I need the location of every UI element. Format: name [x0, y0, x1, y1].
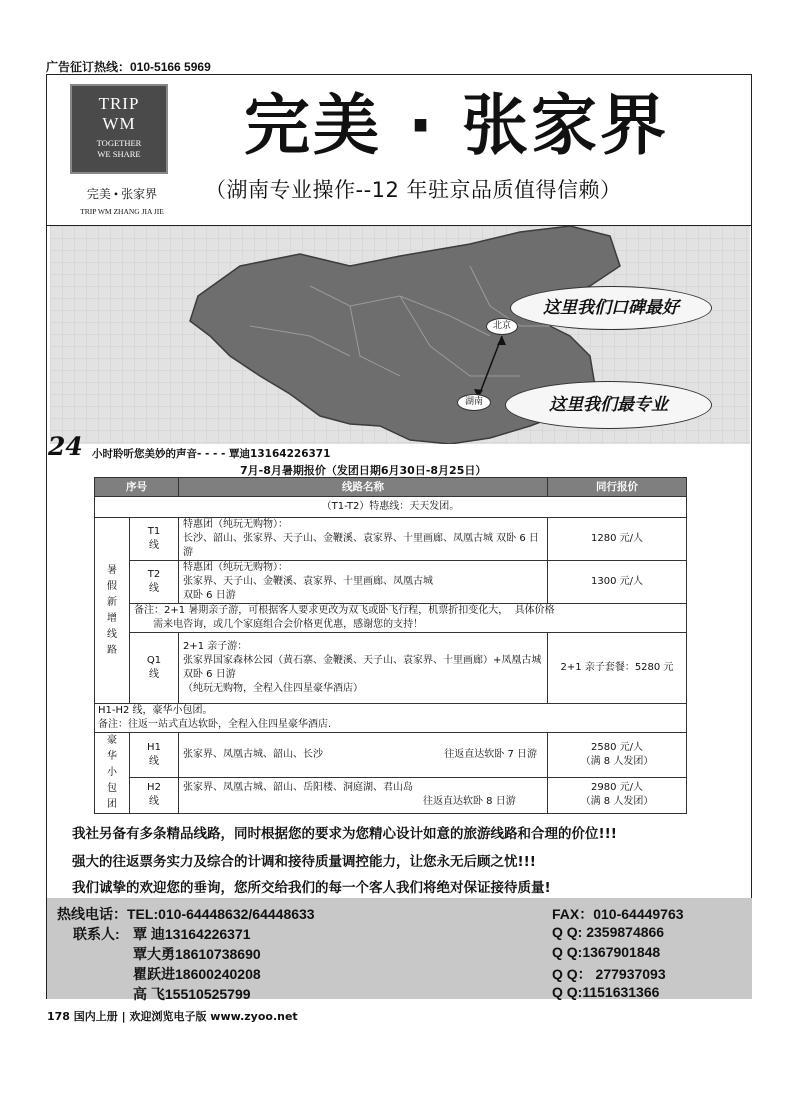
contact-fax: FAX：010-64449763	[552, 906, 684, 922]
summer-note: 备注：2+1 暑期亲子游，可根据客人要求更改为双飞或卧飞行程，机票折扣变化大， 具体价格 需来电咨询，或几个家庭组合会价格更优惠，感谢您的支持！	[130, 604, 687, 633]
city-label-hunan: 湖南	[457, 394, 491, 411]
contact-label: 联系人:	[73, 926, 120, 942]
promo-24-number: 24	[48, 432, 83, 461]
statement-line-1: 我社另备有多条精品线路，同时根据您的要求为您精心设计如意的旅游线路和合理的价位!!!	[72, 826, 617, 842]
contact-person-3: 瞿跃进18600240208	[133, 966, 261, 982]
route-price-h2: 2980 元/人 （满 8 人发团）	[548, 777, 687, 813]
contact-tel: 热线电话：TEL:010-64448632/64448633	[57, 906, 315, 922]
route-code-h1: H1 线	[130, 733, 179, 778]
city-label-beijing: 北京	[486, 318, 518, 335]
route-code-t2: T2 线	[130, 561, 179, 604]
route-code-q1: Q1 线	[130, 633, 179, 704]
price-table	[94, 477, 687, 814]
contact-qq-1: Q Q: 2359874866	[552, 924, 665, 940]
ad-hotline: 广告征订热线：010-5166 5969	[46, 60, 211, 74]
promo-text: 小时聆听您美妙的声音- - - - 覃迪13164226371	[92, 448, 331, 460]
statement-line-3: 我们诚挚的欢迎您的垂询，您所交给我们的每一个客人我们将绝对保证接待质量!	[72, 880, 551, 896]
logo-line-4: WE SHARE	[97, 149, 141, 159]
luxury-note: H1-H2 线，豪华小包团。 备注：往返一站式直达软卧，全程入住四星豪华酒店.	[95, 704, 687, 733]
page-footer: 178 国内上册 | 欢迎浏览电子版 www.zyoo.net	[47, 1010, 298, 1023]
contact-qq-2: Q Q:1367901848	[552, 944, 661, 960]
route-duration-h1: 往返直达软卧 7 日游	[444, 748, 537, 760]
t-line-note: （T1-T2）特惠线：天天发团。	[95, 497, 687, 518]
contact-person-2: 覃大勇18610738690	[133, 946, 261, 962]
col-header-price: 同行报价	[548, 478, 687, 497]
route-desc-q1: 2+1 亲子游： 张家界国家森林公园（黄石寨、金鞭溪、天子山、袁家界、十里画廊）+凤凰古城 双卧 6 日游 （纯玩无购物，全程入住四星豪华酒店）	[179, 633, 548, 704]
route-code-h2: H2 线	[130, 777, 179, 813]
contact-qq-3: Q Q： 277937093	[552, 966, 666, 982]
logo-line-1: TRIP	[98, 94, 140, 113]
china-map	[50, 226, 750, 444]
logo-cn-name: 完美 • 张家界	[86, 187, 158, 201]
contact-qq-4: Q Q:1151631366	[552, 984, 660, 1000]
table-header-row	[95, 478, 687, 497]
statement-line-2: 强大的往返票务实力及综合的计调和接待质量调控能力，让您永无后顾之忧!!!	[72, 854, 536, 870]
category-luxury: 豪 华 小 包 团	[95, 733, 130, 814]
contact-block	[47, 898, 752, 1002]
logo-en-name: TRIP WM ZHANG JIA JIE	[80, 207, 164, 216]
table-row	[95, 733, 687, 778]
route-code-t1: T1 线	[130, 518, 179, 561]
route-price-h1: 2580 元/人 （满 8 人发团）	[548, 733, 687, 778]
page-title: 完美 · 张家界	[244, 87, 670, 164]
table-row	[95, 704, 687, 733]
logo-line-3: TOGETHER	[96, 138, 142, 148]
route-desc-t1: 特惠团（纯玩无购物）： 长沙、韶山、张家界、天子山、金鞭溪、袁家界、十里画廊、凤凰古城 双卧 6 日游	[179, 518, 548, 561]
route-price-t1: 1280 元/人	[548, 518, 687, 561]
contact-person-1: 覃 迪13164226371	[133, 926, 251, 942]
table-title: 7月-8月暑期报价（发团日期6月30日-8月25日）	[240, 464, 487, 477]
route-desc-t2: 特惠团（纯玩无购物）： 张家界、天子山、金鞭溪、袁家界、十里画廊、凤凰古城 双卧 6 日游	[179, 561, 548, 604]
table-row	[95, 518, 687, 561]
category-summer: 暑 假 新 增 线 路	[95, 518, 130, 704]
route-price-q1: 2+1 亲子套餐：5280 元	[548, 633, 687, 704]
page-subtitle: （湖南专业操作--12 年驻京品质值得信赖）	[205, 178, 622, 202]
table-row	[95, 777, 687, 813]
logo-line-2: WM	[102, 114, 136, 133]
table-row	[95, 561, 687, 604]
table-row	[95, 633, 687, 704]
route-price-t2: 1300 元/人	[548, 561, 687, 604]
col-header-no: 序号	[95, 478, 179, 497]
route-desc-h2-cell	[179, 777, 548, 813]
table-row	[95, 497, 687, 518]
route-desc-h2: 张家界、凤凰古城、韶山、岳阳楼、洞庭湖、君山岛	[183, 782, 413, 794]
route-duration-h2: 往返直达软卧 8 日游	[423, 796, 516, 808]
slogan-bubble-bottom: 这里我们最专业	[505, 381, 712, 429]
table-row	[95, 604, 687, 633]
route-desc-h1-cell	[179, 733, 548, 778]
route-desc-h1: 张家界、凤凰古城、韶山、长沙	[183, 748, 323, 760]
slogan-bubble-top: 这里我们口碑最好	[510, 286, 712, 330]
col-header-route: 线路名称	[179, 478, 548, 497]
trip-wm-logo	[70, 84, 168, 174]
contact-person-4: 高 飞15510525799	[133, 986, 251, 1002]
